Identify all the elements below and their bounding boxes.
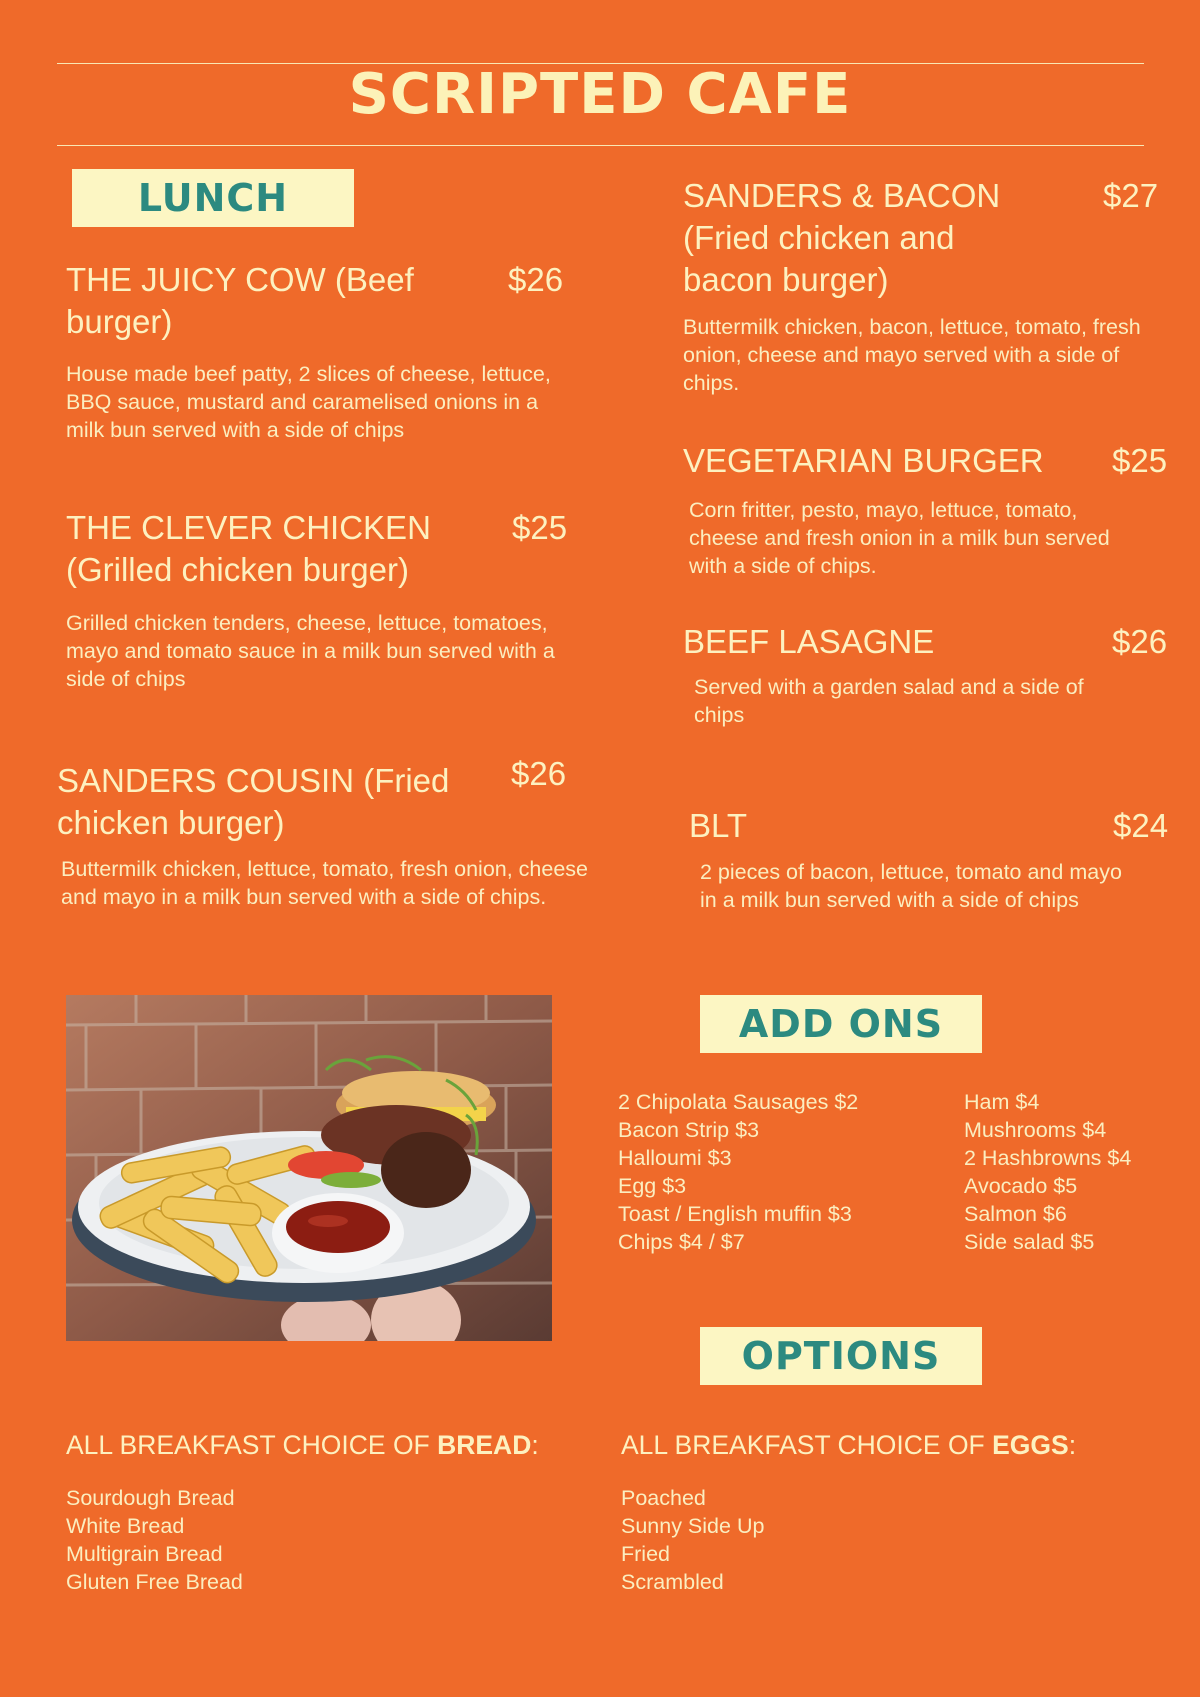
item-name: VEGETARIAN BURGER [683, 442, 1044, 479]
item-price: $25 [512, 509, 568, 546]
eggs-options-list [621, 1484, 764, 1596]
item-price: $26 [508, 261, 564, 298]
page-title: SCRIPTED CAFE [348, 62, 852, 127]
item-name: THE JUICY COW (Beef burger) [66, 261, 414, 340]
item-name: SANDERS COUSIN (Fried chicken burger) [57, 762, 450, 841]
item-price: $25 [1112, 442, 1168, 479]
bread-option: Gluten Free Bread [66, 1570, 243, 1594]
item-price: $26 [1112, 623, 1168, 660]
item-name: SANDERS & BACON (Fried chicken and bacon burger) [683, 177, 1001, 298]
item-description: Buttermilk chicken, lettuce, tomato, fresh onion, cheese and mayo in a milk bun served with a side of chips. [61, 857, 589, 909]
item-description: Corn fritter, pesto, mayo, lettuce, tomato, cheese and fresh onion in a milk bun served with a side of chips. [689, 498, 1110, 578]
item-description: Buttermilk chicken, bacon, lettuce, tomato, fresh onion, cheese and mayo served with a side of chips. [683, 315, 1141, 395]
title-bottom-rule [57, 145, 1144, 146]
bread-heading-suffix: : [531, 1430, 539, 1460]
bread-heading-prefix: ALL BREAKFAST CHOICE OF [66, 1430, 438, 1460]
bread-option: Multigrain Bread [66, 1542, 223, 1566]
item-name: BEEF LASAGNE [683, 623, 935, 660]
add-on-item: Avocado $5 [964, 1174, 1078, 1198]
bread-choice-heading [66, 1428, 539, 1462]
eggs-heading-bold: EGGS [992, 1430, 1069, 1460]
egg-option: Scrambled [621, 1570, 724, 1594]
add-on-item: Egg $3 [618, 1174, 687, 1198]
item-price: $24 [1113, 807, 1169, 844]
add-on-item: Ham $4 [964, 1090, 1040, 1114]
egg-option: Sunny Side Up [621, 1514, 765, 1538]
item-description: Grilled chicken tenders, cheese, lettuce, tomatoes, mayo and tomato sauce in a milk bun served with a side of chips [66, 611, 555, 691]
add-ons-list-right [964, 1088, 1131, 1256]
item-name: THE CLEVER CHICKEN (Grilled chicken burger) [66, 509, 431, 588]
add-on-item: Side salad $5 [964, 1230, 1095, 1254]
add-on-item: 2 Chipolata Sausages $2 [618, 1090, 859, 1114]
bread-options-list [66, 1484, 243, 1596]
add-on-item: Mushrooms $4 [964, 1118, 1107, 1142]
add-ons-heading: ADD ONS [700, 995, 982, 1053]
eggs-choice-heading [621, 1428, 1076, 1462]
lunch-heading: LUNCH [72, 169, 354, 227]
item-description: House made beef patty, 2 slices of cheese, lettuce, BBQ sauce, mustard and caramelised onions in a milk bun served with a side of chips [66, 362, 551, 442]
bread-option: White Bread [66, 1514, 185, 1538]
egg-option: Fried [621, 1542, 670, 1566]
options-heading: OPTIONS [700, 1327, 982, 1385]
item-description: 2 pieces of bacon, lettuce, tomato and mayo in a milk bun served with a side of chips [700, 860, 1122, 912]
add-on-item: Bacon Strip $3 [618, 1118, 760, 1142]
add-on-item: Salmon $6 [964, 1202, 1067, 1226]
add-on-item: Halloumi $3 [618, 1146, 732, 1170]
eggs-heading-prefix: ALL BREAKFAST CHOICE OF [621, 1430, 993, 1460]
add-on-item: Toast / English muffin $3 [618, 1202, 852, 1226]
bread-heading-bold: BREAD [437, 1430, 532, 1460]
item-name: BLT [689, 807, 748, 844]
add-ons-list-left [618, 1088, 858, 1256]
item-price: $26 [511, 755, 567, 792]
item-description: Served with a garden salad and a side of chips [694, 675, 1084, 727]
burger-with-chips-photo [66, 995, 552, 1341]
bread-option: Sourdough Bread [66, 1486, 235, 1510]
item-price: $27 [1103, 177, 1159, 214]
egg-option: Poached [621, 1486, 706, 1510]
add-on-item: Chips $4 / $7 [618, 1230, 745, 1254]
add-on-item: 2 Hashbrowns $4 [964, 1146, 1132, 1170]
eggs-heading-suffix: : [1068, 1430, 1077, 1460]
